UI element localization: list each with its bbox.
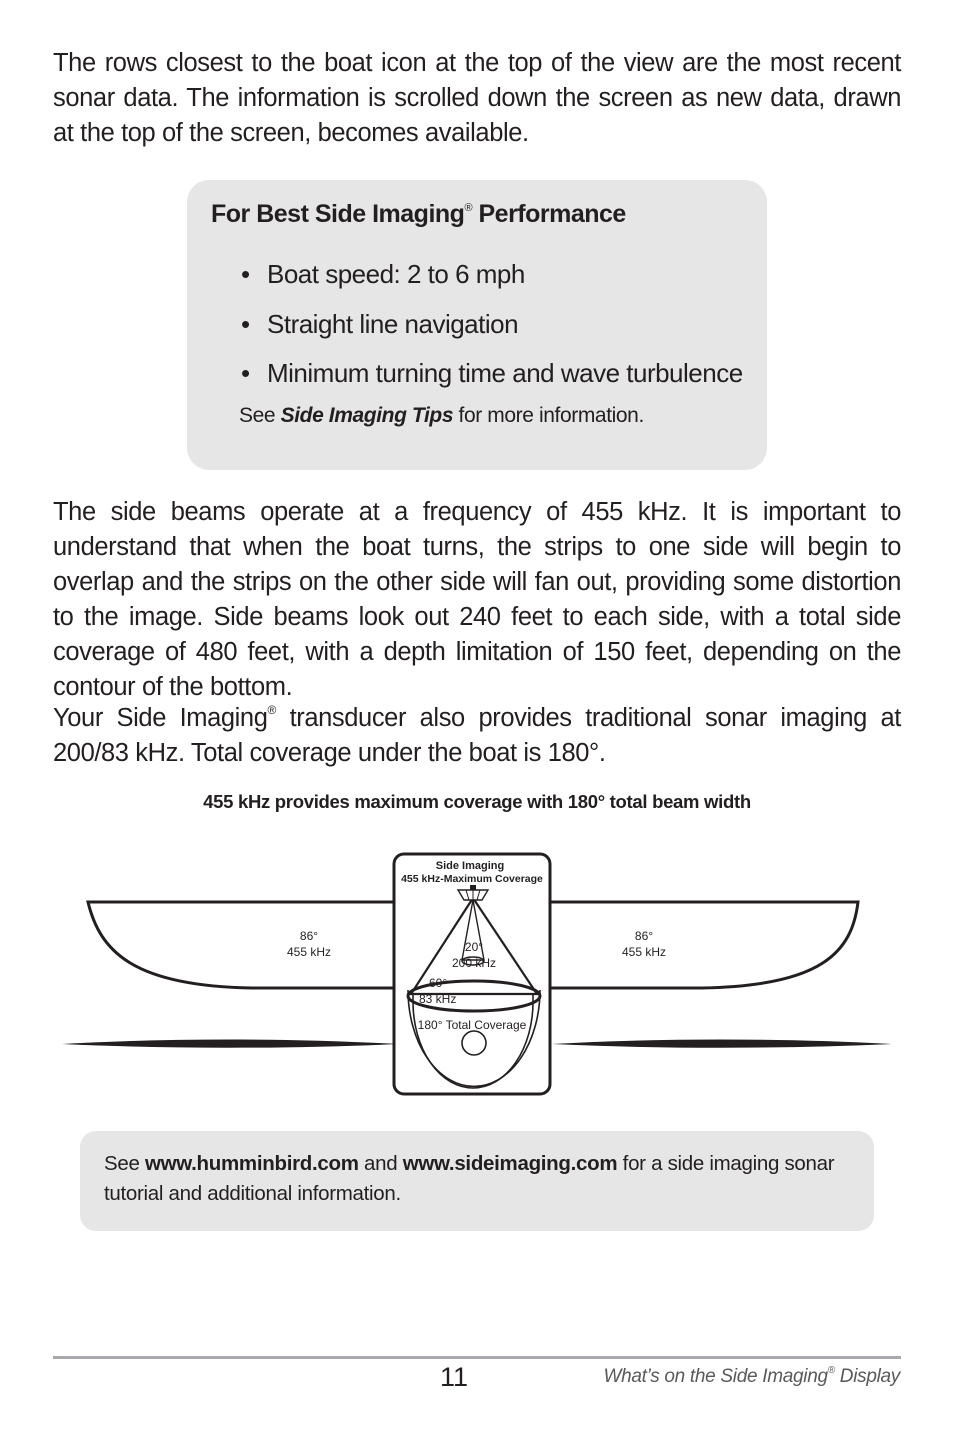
performance-tip-box	[187, 180, 767, 470]
total-coverage-label: 180° Total Coverage	[417, 1018, 527, 1032]
intro-paragraph: The rows closest to the boat icon at the top of the view are the most recent sonar data. The information is scrolled down the screen as new data, drawn at the top of the screen, becomes available.	[53, 49, 901, 147]
target-circle	[462, 1031, 486, 1055]
wide-beam-frequency: 83 kHz	[419, 992, 457, 1006]
sideimaging-link[interactable]: www.sideimaging.com	[402, 1152, 618, 1175]
transducer-paragraph: Your Side Imaging® transducer also provides traditional sonar imaging at 200/83 kHz. Total coverage under the boat is 180°.	[53, 703, 901, 767]
footer-section-title: What’s on the Side Imaging® Display	[603, 1365, 900, 1387]
bottom-line-left	[62, 1040, 398, 1048]
right-beam-frequency: 455 kHz	[621, 945, 667, 959]
registered-mark: ®	[267, 703, 276, 717]
list-item: • Minimum turning time and wave turbulence	[241, 349, 743, 399]
bullet: •	[241, 259, 250, 289]
humminbird-link[interactable]: www.humminbird.com	[144, 1152, 359, 1175]
tip-list	[241, 250, 743, 399]
panel-header-subtitle: 455 kHz-Maximum Coverage	[401, 873, 543, 885]
side-imaging-tips-ref: Side Imaging Tips	[280, 404, 454, 427]
left-beam-angle: 86°	[299, 929, 319, 943]
wide-beam-angle: 60°	[429, 976, 448, 990]
side-beam-paragraph: The side beams operate at a frequency of 455 kHz. It is important to understand that when the boat turns, the strips to one side will begin to overlap and the strips on the other side will fan out, providing some distortion to the image. Side beams look out 240 feet to each side, with a total side coverage of 480 feet, with a depth limitation of 150 feet, depending on the contour of the bottom.	[53, 498, 901, 701]
website-info-box	[80, 1131, 874, 1231]
tip-note: See Side Imaging Tips for more information.	[239, 404, 644, 427]
left-beam-frequency: 455 kHz	[286, 945, 332, 959]
list-item: • Boat speed: 2 to 6 mph	[241, 250, 743, 300]
bullet: •	[241, 308, 250, 339]
center-beam-frequency: 200 kHz	[451, 956, 497, 970]
tip-title: For Best Side Imaging® Performance	[211, 200, 626, 228]
footer-divider	[53, 1356, 901, 1359]
panel-header-title: Side Imaging	[435, 860, 505, 872]
registered-mark: ®	[827, 1365, 835, 1376]
right-beam-angle: 86°	[634, 929, 654, 943]
bottom-line-right	[552, 1040, 892, 1048]
beam-coverage-diagram	[0, 840, 954, 1110]
website-info-text: See www.humminbird.com and www.sideimaging.com for a side imaging sonar tutorial and additional information.	[104, 1152, 835, 1205]
list-item: • Straight line navigation	[241, 300, 743, 350]
registered-mark: ®	[464, 202, 473, 214]
page-number: 11	[440, 1362, 469, 1392]
center-beam-angle: 20°	[464, 940, 484, 954]
bullet: •	[241, 358, 250, 388]
figure-caption: 455 kHz provides maximum coverage with 180° total beam width	[203, 791, 751, 812]
